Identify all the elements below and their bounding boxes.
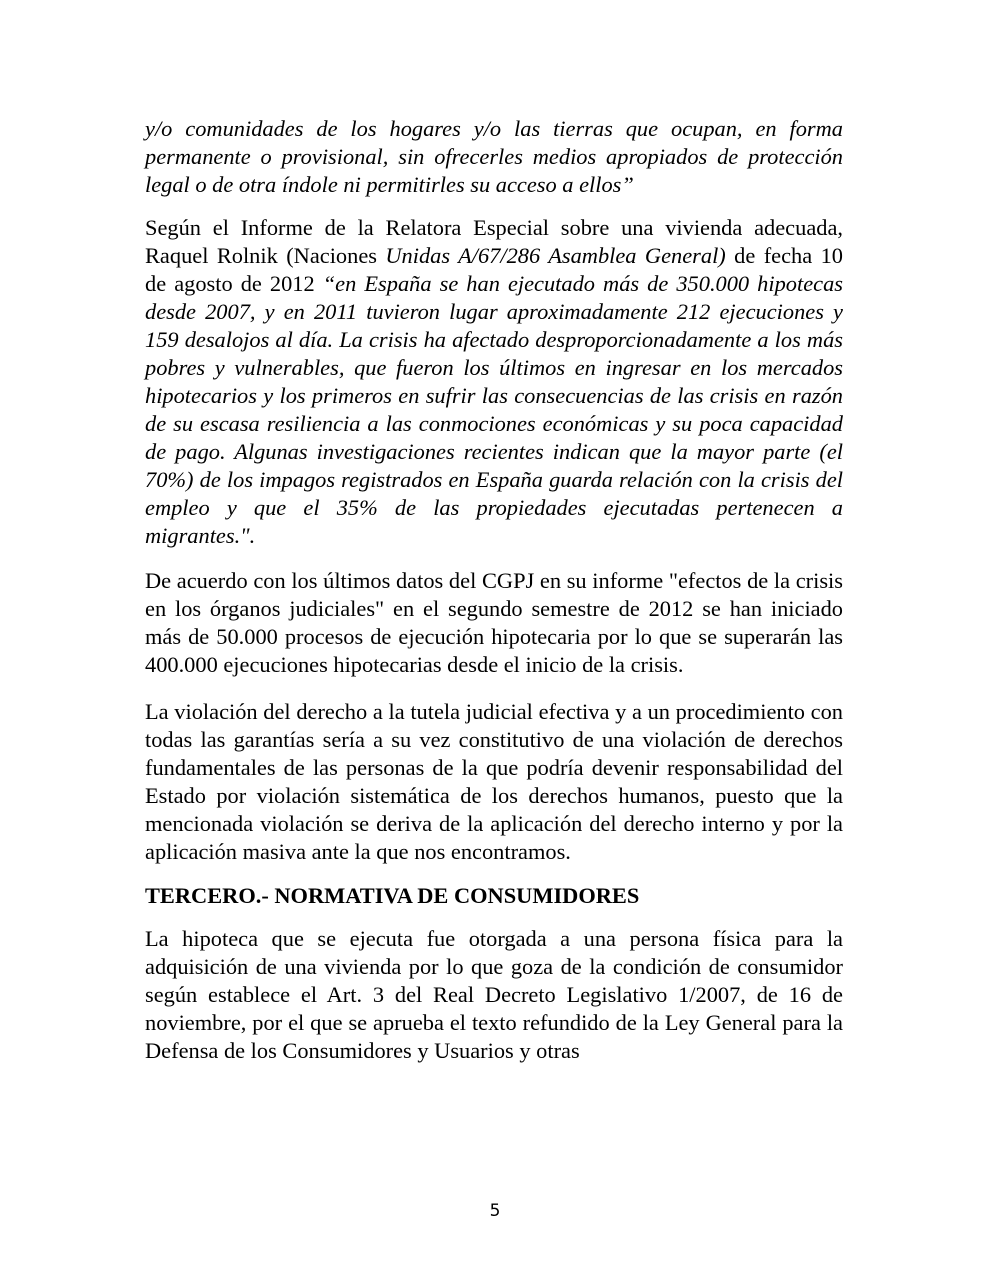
quote-paragraph: y/o comunidades de los hogares y/o las tierras que ocupan, en forma permanente o provisional, sin ofrecerles medios apropiados de protección legal o de otra índole ni permitirles su acceso a ellos” [145,116,843,197]
relatora-paragraph [145,214,843,550]
section-heading: TERCERO.- NORMATIVA DE CONSUMIDORES [145,883,640,908]
page-number: 5 [489,1201,501,1221]
document-page [145,115,843,1065]
hipoteca-paragraph: La hipoteca que se ejecuta fue otorgada a una persona física para la adquisición de una vivienda por lo que goza de la condición de consumidor según establece el Art. 3 del Real Decreto Legislativo 1/2007, de 16 de noviembre, por el que se aprueba el texto refundido de la Ley General para la Defensa de los Consumidores y Usuarios y otras [145,926,843,1063]
relatora-reference: Unidas A/67/286 Asamblea General) [385,243,726,268]
cgpj-paragraph: De acuerdo con los últimos datos del CGPJ en su informe "efectos de la crisis en los órganos judiciales" en el segundo semestre de 2012 se han iniciado más de 50.000 procesos de ejecución hipotecaria por lo que se superarán las 400.000 ejecuciones hipotecarias desde el inicio de la crisis. [145,568,843,677]
violacion-paragraph: La violación del derecho a la tutela judicial efectiva y a un procedimiento con todas las garantías sería a su vez constitutivo de una violación de derechos fundamentales de las personas de la que podría devenir responsabilidad del Estado por violación sistemática de los derechos humanos, puesto que la mencionada violación se deriva de la aplicación del derecho interno y por la aplicación masiva ante la que nos encontramos. [145,699,843,864]
relatora-date-text: de fecha 10 de agosto de 2012 [145,243,843,296]
relatora-quote: “en España se han ejecutado más de 350.000 hipotecas desde 2007, y en 2011 tuvieron lugar aproximadamente 212 ejecuciones y 159 desalojos al día. La crisis ha afectado desproporcionadamente a los más pobres y vulnerables, que fueron los últimos en ingresar en los mercados hipotecarios y los primeros en sufrir las consecuencias de las crisis en razón de su escasa resiliencia a las conmociones económicas y su poca capacidad de pago. Algunas investigaciones recientes indican que la mayor parte (el 70%) de los impagos registrados en España guarda relación con la crisis del empleo y que el 35% de las propiedades ejecutadas pertenecen a migrantes.". [145,271,843,548]
relatora-lead-text: Según el Informe de la Relatora Especial sobre una vivienda adecuada, Raquel Rolnik (Naciones [145,215,843,268]
